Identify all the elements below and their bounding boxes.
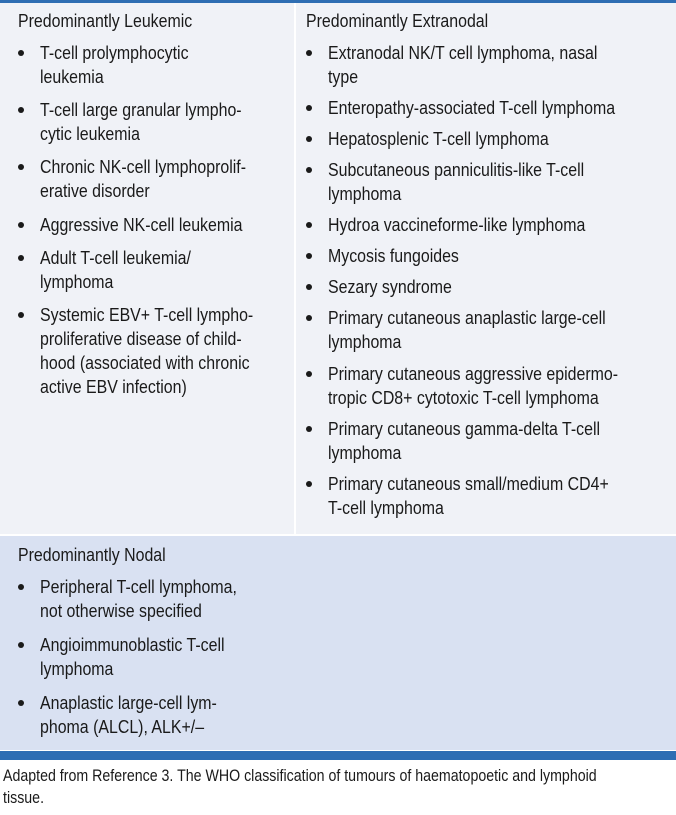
bullet-icon — [18, 255, 24, 261]
list-item-text: Primary cutaneous aggressive epidermo- tropic CD8+ cytotoxic T-cell lymphoma — [328, 363, 619, 408]
column-nodal — [18, 544, 308, 739]
bullet-icon — [18, 584, 24, 590]
list-item-text: Systemic EBV+ T-cell lympho- proliferative disease of child- hood (associated with chronic active EBV infection) — [40, 304, 254, 397]
bullet-icon — [306, 50, 312, 56]
table-caption: Adapted from Reference 3. The WHO classification of tumours of haematopoetic and lymphoid tissue. — [3, 767, 597, 807]
list-item-text: Enteropathy-associated T-cell lymphoma — [328, 97, 616, 118]
column-heading: Predominantly Extranodal — [306, 10, 489, 31]
list-item-text: Primary cutaneous anaplastic large-cell lymphoma — [328, 307, 606, 352]
list-item-text: T-cell large granular lympho- cytic leukemia — [40, 99, 242, 144]
bullet-icon — [306, 426, 312, 432]
list-item — [306, 417, 672, 465]
item-list — [18, 575, 308, 739]
list-item — [18, 303, 290, 399]
list-item-text: Primary cutaneous gamma-delta T-cell lymphoma — [328, 418, 601, 463]
list-item — [306, 41, 672, 89]
column-leukemic — [18, 10, 290, 399]
list-item — [18, 246, 290, 294]
list-item-text: Adult T-cell leukemia/ lymphoma — [40, 247, 191, 292]
list-item-text: Mycosis fungoides — [328, 245, 459, 266]
bullet-icon — [18, 222, 24, 228]
bullet-icon — [18, 107, 24, 113]
list-item — [18, 213, 290, 237]
list-item — [18, 691, 308, 739]
bullet-icon — [18, 164, 24, 170]
bullet-icon — [306, 481, 312, 487]
bullet-icon — [306, 315, 312, 321]
column-divider — [294, 3, 296, 535]
list-item-text: Sezary syndrome — [328, 276, 452, 297]
list-item — [306, 472, 672, 520]
bullet-icon — [18, 642, 24, 648]
list-item — [18, 155, 290, 203]
bullet-icon — [306, 105, 312, 111]
item-list — [18, 41, 290, 399]
list-item-text: Subcutaneous panniculitis-like T-cell lymphoma — [328, 159, 585, 204]
bullet-icon — [306, 253, 312, 259]
list-item — [306, 275, 672, 299]
list-item — [306, 127, 672, 151]
list-item-text: Hepatosplenic T-cell lymphoma — [328, 128, 549, 149]
list-item-text: Primary cutaneous small/medium CD4+ T-cell lymphoma — [328, 473, 609, 518]
list-item-text: T-cell prolymphocytic leukemia — [40, 42, 189, 87]
list-item-text: Anaplastic large-cell lym- phoma (ALCL), ALK+/– — [40, 692, 217, 737]
list-item — [306, 244, 672, 268]
list-item-text: Aggressive NK-cell leukemia — [40, 214, 243, 235]
list-item — [18, 575, 308, 623]
list-item — [306, 213, 672, 237]
column-heading: Predominantly Leukemic — [18, 10, 193, 31]
list-item-text: Hydroa vaccineforme-like lymphoma — [328, 214, 586, 235]
bullet-icon — [306, 222, 312, 228]
list-item — [18, 41, 290, 89]
item-list — [306, 41, 672, 520]
list-item-text: Chronic NK-cell lymphoprolif- erative disorder — [40, 156, 247, 201]
list-item-text: Angioimmunoblastic T-cell lymphoma — [40, 634, 225, 679]
list-item — [306, 96, 672, 120]
column-heading: Predominantly Nodal — [18, 544, 166, 565]
list-item-text: Extranodal NK/T cell lymphoma, nasal type — [328, 42, 598, 87]
list-item — [18, 633, 308, 681]
list-item — [306, 158, 672, 206]
list-item — [18, 98, 290, 146]
bullet-icon — [306, 284, 312, 290]
column-extranodal — [306, 10, 672, 520]
bullet-icon — [306, 371, 312, 377]
row-divider — [0, 534, 676, 536]
bullet-icon — [306, 136, 312, 142]
list-item — [306, 306, 672, 354]
bullet-icon — [18, 50, 24, 56]
list-item-text: Peripheral T-cell lymphoma, not otherwise specified — [40, 576, 237, 621]
bullet-icon — [18, 312, 24, 318]
bullet-icon — [306, 167, 312, 173]
table-bottom-border — [0, 751, 676, 760]
list-item — [306, 362, 672, 410]
bullet-icon — [18, 700, 24, 706]
